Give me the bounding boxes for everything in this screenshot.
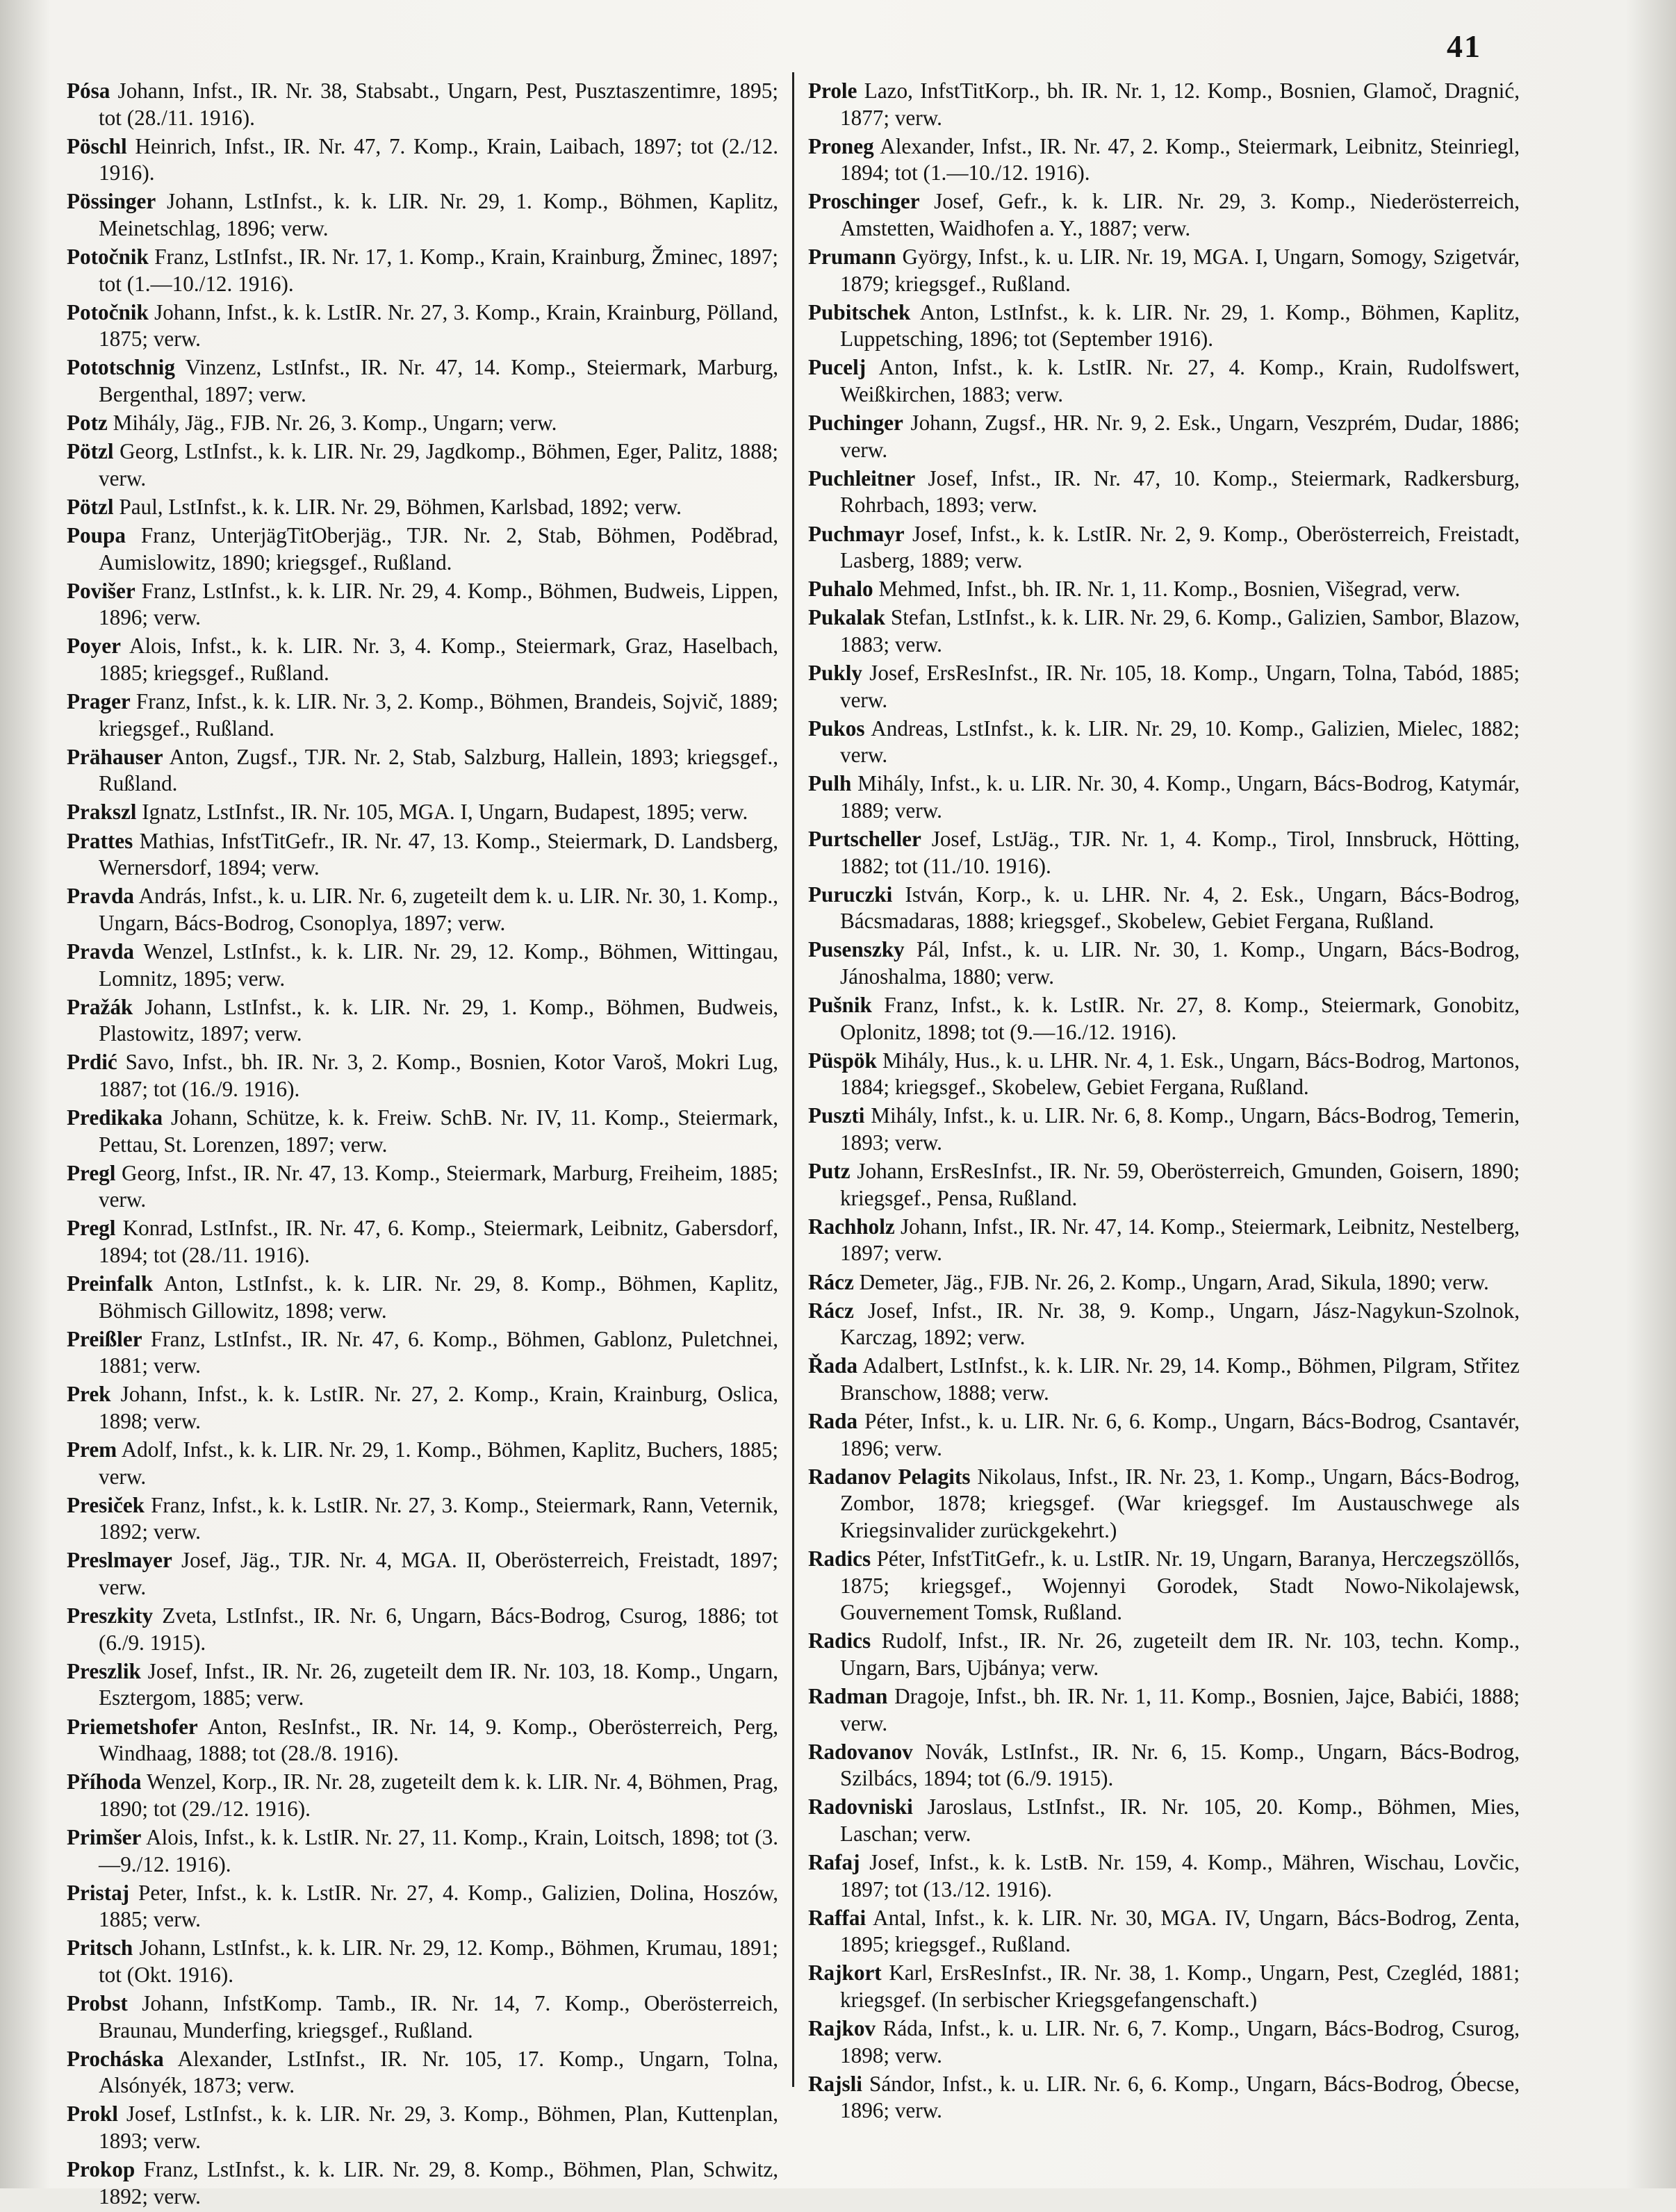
entry-details: Josef, LstInfst., k. k. LIR. Nr. 29, 3. Komp., Böhmen, Plan, Kuttenplan, 1893; verw. (99, 2102, 778, 2153)
entry-surname: Probst (67, 1990, 128, 2015)
roster-entry (808, 1048, 1520, 1101)
entry-surname: Pregl (67, 1216, 116, 1241)
entry-details: György, Infst., k. u. LIR. Nr. 19, MGA. I, Ungarn, Somogy, Szigetvár, 1879; kriegsgef., Rußland. (840, 245, 1520, 296)
entry-surname: Radovniski (808, 1794, 913, 1819)
roster-entry (808, 1849, 1520, 1903)
entry-details: Johann, LstInfst., k. k. LIR. Nr. 29, 1. Komp., Böhmen, Budweis, Plastowitz, 1897; verw. (99, 994, 778, 1046)
entry-surname: Putz (808, 1159, 851, 1184)
roster-entry (808, 882, 1520, 935)
entry-surname: Presiček (67, 1492, 145, 1517)
roster-entry (808, 188, 1520, 242)
entry-details: Johann, InfstKomp. Tamb., IR. Nr. 14, 7. Komp., Oberösterreich, Braunau, Munderfing, kriegsgef., Rußland. (99, 1990, 778, 2042)
entry-surname: Potz (67, 411, 108, 436)
roster-entry (808, 465, 1520, 519)
roster-entry (808, 936, 1520, 990)
entry-details: Mihály, Jäg., FJB. Nr. 26, 3. Komp., Ungarn; verw. (107, 411, 557, 436)
entry-surname: Pregl (67, 1160, 116, 1185)
roster-entry (67, 994, 778, 1048)
roster-entry (67, 1105, 778, 1158)
entry-surname: Řada (808, 1353, 858, 1378)
entry-surname: Pristaj (67, 1880, 130, 1905)
entry-details: Adolf, Infst., k. k. LIR. Nr. 29, 1. Komp., Böhmen, Kaplitz, Buchers, 1885; verw. (99, 1437, 778, 1489)
roster-entry (808, 604, 1520, 658)
roster-entry (67, 2156, 778, 2210)
entry-surname: Primšer (67, 1824, 142, 1849)
entry-surname: Radics (808, 1628, 871, 1653)
entry-details: Josef, LstJäg., TJR. Nr. 1, 4. Komp., Tirol, Innsbruck, Hötting, 1882; tot (11./10. 1916). (840, 827, 1520, 878)
entry-details: Mihály, Infst., k. u. LIR. Nr. 6, 8. Komp., Ungarn, Bács-Bodrog, Temerin, 1893; verw. (840, 1103, 1520, 1155)
roster-entry (67, 1492, 778, 1546)
roster-entry (67, 244, 778, 297)
roster-entry (808, 299, 1520, 353)
roster-entry (67, 744, 778, 798)
entry-surname: Raffai (808, 1905, 866, 1930)
roster-entry (67, 1658, 778, 1712)
entry-details: Anton, Infst., k. k. LstIR. Nr. 27, 4. Komp., Krain, Rudolfswert, Weißkirchen, 1883; verw. (840, 355, 1520, 407)
entry-surname: Radics (808, 1546, 871, 1571)
entry-details: Savo, Infst., bh. IR. Nr. 3, 2. Komp., Bosnien, Kotor Varoš, Mokri Lug, 1887; tot (16./9. 1916). (99, 1050, 778, 1101)
entry-details: Franz, LstInfst., IR. Nr. 47, 6. Komp., Böhmen, Gablonz, Puletchnei, 1881; verw. (99, 1326, 778, 1378)
entry-details: Alois, Infst., k. k. LstIR. Nr. 27, 11. Komp., Krain, Loitsch, 1898; tot (3.—9./12. 1916). (99, 1824, 778, 1876)
roster-entry (808, 2071, 1520, 2124)
roster-entry (808, 1960, 1520, 2013)
roster-entry (67, 1215, 778, 1269)
page-number: 41 (1447, 28, 1481, 64)
entry-surname: Preslmayer (67, 1548, 172, 1573)
roster-entry (808, 1739, 1520, 1792)
roster-entry (67, 410, 778, 437)
entry-surname: Pravda (67, 884, 135, 909)
entry-details: Anton, Zugsf., TJR. Nr. 2, Stab, Salzburg, Hallein, 1893; kriegsgef., Rußland. (99, 744, 778, 796)
entry-details: Ignatz, LstInfst., IR. Nr. 105, MGA. I, Ungarn, Budapest, 1895; verw. (136, 800, 748, 825)
entry-surname: Prakszl (67, 800, 137, 825)
entry-surname: Preißler (67, 1326, 142, 1351)
entry-details: Péter, InfstTitGefr., k. u. LstIR. Nr. 19, Ungarn, Baranya, Herczegszöllős, 1875; kriegsgef., Wojennyi Gorodek, Stadt Nowo-Nikolajewsk, Gouvernement Tomsk, Rußland. (840, 1546, 1520, 1625)
roster-entry (67, 1271, 778, 1324)
entry-details: Johann, Schütze, k. k. Freiw. SchB. Nr. IV, 11. Komp., Steiermark, Pettau, St. Lorenzen, 1897; verw. (99, 1105, 778, 1157)
entry-surname: Pukly (808, 660, 862, 685)
entry-surname: Pritsch (67, 1936, 133, 1961)
entry-surname: Poyer (67, 634, 121, 659)
entry-surname: Pusenszky (808, 937, 905, 962)
entry-surname: Prähauser (67, 744, 163, 769)
roster-entry (67, 2101, 778, 2154)
entry-surname: Prattes (67, 828, 133, 853)
entry-details: Heinrich, Infst., IR. Nr. 47, 7. Komp., Krain, Laibach, 1897; tot (2./12. 1916). (99, 133, 778, 185)
entry-details: Antal, Infst., k. k. LIR. Nr. 30, MGA. IV, Ungarn, Bács-Bodrog, Zenta, 1895; kriegsgef., Rußland. (840, 1905, 1520, 1957)
roster-entry (67, 1326, 778, 1380)
entry-details: Josef, Jäg., TJR. Nr. 4, MGA. II, Oberösterreich, Freistadt, 1897; verw. (99, 1548, 778, 1600)
entry-details: Josef, Infst., k. k. LstIR. Nr. 2, 9. Komp., Oberösterreich, Freistadt, Lasberg, 1889; verw. (840, 521, 1520, 573)
entry-details: Johann, Infst., IR. Nr. 38, Stabsabt., Ungarn, Pest, Pusztaszentimre, 1895; tot (28./11. 1916). (99, 79, 778, 130)
roster-entry (808, 1269, 1520, 1296)
entry-surname: Preszkity (67, 1603, 154, 1628)
roster-entry (67, 78, 778, 131)
entry-details: Anton, ResInfst., IR. Nr. 14, 9. Komp., Oberösterreich, Perg, Windhaag, 1888; tot (28./8. 1916). (99, 1714, 778, 1766)
entry-surname: Predikaka (67, 1105, 163, 1130)
entry-details: Zveta, LstInfst., IR. Nr. 6, Ungarn, Bács-Bodrog, Csurog, 1886; tot (6./9. 1915). (99, 1603, 778, 1655)
roster-entry (67, 1935, 778, 1988)
roster-entry (808, 1794, 1520, 1847)
entry-details: Anton, LstInfst., k. k. LIR. Nr. 29, 8. Komp., Böhmen, Kaplitz, Böhmisch Gillowitz, 1898; verw. (99, 1271, 778, 1323)
entry-surname: Prumann (808, 245, 896, 270)
entry-details: Stefan, LstInfst., k. k. LIR. Nr. 29, 6. Komp., Galizien, Sambor, Blazow, 1883; verw. (840, 605, 1520, 657)
entry-surname: Rácz (808, 1269, 854, 1294)
entry-details: Franz, LstInfst., IR. Nr. 17, 1. Komp., Krain, Krainburg, Žminec, 1897; tot (1.—10./12. 1916). (99, 245, 778, 296)
roster-entry (67, 1547, 778, 1601)
roster-entry (67, 1880, 778, 1933)
entry-surname: Proneg (808, 133, 874, 158)
roster-entry (67, 1714, 778, 1767)
entry-details: Ráda, Infst., k. u. LIR. Nr. 6, 7. Komp., Ungarn, Bács-Bodrog, Csurog, 1898; verw. (840, 2016, 1520, 2067)
roster-entry (808, 992, 1520, 1046)
entry-details: Novák, LstInfst., IR. Nr. 6, 15. Komp., Ungarn, Bács-Bodrog, Szilbács, 1894; tot (6./9. 1915). (840, 1739, 1520, 1791)
roster-entry (67, 1769, 778, 1822)
roster-entry (808, 1905, 1520, 1958)
entry-details: Franz, Infst., k. k. LstIR. Nr. 27, 8. Komp., Steiermark, Gonobitz, Oplonitz, 1898; tot (9.—16./12. 1916). (840, 993, 1520, 1044)
entry-surname: Pucelj (808, 355, 866, 380)
roster-entry (67, 633, 778, 686)
column-divider (792, 72, 794, 2087)
left-column (67, 78, 778, 2212)
entry-details: Alois, Infst., k. k. LIR. Nr. 3, 4. Komp., Steiermark, Graz, Haselbach, 1885; kriegsgef., Rußland. (99, 634, 778, 685)
entry-details: Mathias, InfstTitGefr., IR. Nr. 47, 13. Komp., Steiermark, D. Landsberg, Wernersdorf, 1894; verw. (99, 828, 778, 880)
roster-entry (67, 1824, 778, 1878)
entry-surname: Prokl (67, 2102, 118, 2127)
entry-details: Franz, Infst., k. k. LIR. Nr. 3, 2. Komp., Böhmen, Brandeis, Sojvič, 1889; kriegsgef., Rußland. (99, 689, 778, 741)
roster-entry (808, 521, 1520, 575)
entry-details: Adalbert, LstInfst., k. k. LIR. Nr. 29, 14. Komp., Böhmen, Pilgram, Střitez Branschow, 1888; verw. (840, 1353, 1520, 1405)
entry-details: Johann, Infst., k. k. LstIR. Nr. 27, 3. Komp., Krain, Krainburg, Pölland, 1875; verw. (99, 299, 778, 352)
entry-details: Alexander, LstInfst., IR. Nr. 105, 17. Komp., Ungarn, Tolna, Alsónyék, 1873; verw. (99, 2046, 778, 2098)
entry-surname: Puszti (808, 1103, 865, 1128)
roster-entry (808, 1298, 1520, 1351)
entry-surname: Radovanov (808, 1739, 913, 1764)
entry-surname: Příhoda (67, 1769, 142, 1794)
roster-entry (808, 826, 1520, 880)
roster-entry (808, 410, 1520, 463)
roster-entry (808, 1464, 1520, 1544)
entry-details: Georg, LstInfst., k. k. LIR. Nr. 29, Jagdkomp., Böhmen, Eger, Palitz, 1888; verw. (99, 439, 778, 490)
entry-details: Konrad, LstInfst., IR. Nr. 47, 6. Komp., Steiermark, Leibnitz, Gabersdorf, 1894; tot (28./11. 1916). (99, 1216, 778, 1267)
roster-entry (808, 1546, 1520, 1626)
roster-entry (67, 188, 778, 242)
entry-surname: Prokop (67, 2157, 135, 2182)
entry-details: Rudolf, Infst., IR. Nr. 26, zugeteilt dem IR. Nr. 103, techn. Komp., Ungarn, Bars, Ujbánya; verw. (840, 1628, 1520, 1680)
entry-surname: Povišer (67, 578, 135, 603)
entry-surname: Purtscheller (808, 827, 921, 852)
entry-details: Mehmed, Infst., bh. IR. Nr. 1, 11. Komp., Bosnien, Višegrad, verw. (873, 577, 1461, 602)
roster-entry (808, 770, 1520, 824)
entry-details: Andreas, LstInfst., k. k. LIR. Nr. 29, 10. Komp., Galizien, Mielec, 1882; verw. (840, 716, 1520, 768)
roster-entry (808, 1103, 1520, 1156)
entry-details: András, Infst., k. u. LIR. Nr. 6, zugeteilt dem k. u. LIR. Nr. 30, 1. Komp., Ungarn, Bács-Bodrog, Csonoplya, 1897; verw. (99, 884, 778, 935)
roster-entry (808, 244, 1520, 297)
entry-details: Jaroslaus, LstInfst., IR. Nr. 105, 20. Komp., Böhmen, Mies, Laschan; verw. (840, 1794, 1520, 1846)
entry-surname: Potočnik (67, 299, 149, 324)
entry-surname: Pulh (808, 771, 852, 796)
entry-surname: Puchinger (808, 411, 903, 436)
roster-entry (808, 354, 1520, 408)
entry-surname: Puhalo (808, 577, 873, 602)
entry-details: Anton, LstInfst., k. k. LIR. Nr. 29, 1. Komp., Böhmen, Kaplitz, Luppetsching, 1896; tot (September 1916). (840, 299, 1520, 352)
roster-entry (808, 133, 1520, 187)
entry-surname: Procháska (67, 2046, 164, 2071)
entry-surname: Pukos (808, 716, 865, 741)
roster-entry (808, 576, 1520, 603)
entry-surname: Pušnik (808, 993, 872, 1018)
entry-surname: Pražák (67, 994, 133, 1019)
entry-surname: Pototschnig (67, 355, 175, 380)
entry-details: Franz, UnterjägTitOberjäg., TJR. Nr. 2, Stab, Böhmen, Poděbrad, Aumislowitz, 1890; kriegsgef., Rußland. (99, 523, 778, 575)
entry-details: István, Korp., k. u. LHR. Nr. 4, 2. Esk., Ungarn, Bács-Bodrog, Bácsmadaras, 1888; kriegsgef., Skobelew, Gebiet Fergana, Rußland. (840, 882, 1520, 934)
entry-details: Dragoje, Infst., bh. IR. Nr. 1, 11. Komp., Bosnien, Jajce, Babići, 1888; verw. (840, 1683, 1520, 1735)
entry-details: Péter, Infst., k. u. LIR. Nr. 6, 6. Komp., Ungarn, Bács-Bodrog, Csantavér, 1896; verw. (840, 1409, 1520, 1460)
entry-surname: Puchleitner (808, 465, 916, 490)
roster-entry (67, 1990, 778, 2044)
entry-details: Josef, ErsResInfst., IR. Nr. 105, 18. Komp., Ungarn, Tolna, Tabód, 1885; verw. (840, 660, 1520, 712)
roster-entry (808, 716, 1520, 769)
roster-entry (67, 799, 778, 826)
roster-entry (67, 299, 778, 353)
entry-surname: Rajkov (808, 2016, 876, 2041)
entry-details: Georg, Infst., IR. Nr. 47, 13. Komp., Steiermark, Marburg, Freiheim, 1885; verw. (99, 1160, 778, 1212)
entry-details: Johann, ErsResInfst., IR. Nr. 59, Oberösterreich, Gmunden, Goisern, 1890; kriegsgef., Pensa, Rußland. (840, 1159, 1520, 1210)
roster-entry (67, 688, 778, 742)
entry-details: Johann, LstInfst., k. k. LIR. Nr. 29, 12. Komp., Böhmen, Krumau, 1891; tot (Okt. 1916). (99, 1936, 778, 1987)
entry-surname: Preszlik (67, 1658, 141, 1683)
entry-details: Demeter, Jäg., FJB. Nr. 26, 2. Komp., Ungarn, Arad, Sikula, 1890; verw. (853, 1269, 1489, 1294)
roster-entry (67, 494, 778, 521)
entry-surname: Pöschl (67, 133, 127, 158)
roster-entry (67, 133, 778, 187)
roster-entry (67, 1381, 778, 1435)
entry-surname: Prem (67, 1437, 117, 1462)
roster-entry (808, 1353, 1520, 1406)
entry-surname: Rachholz (808, 1214, 895, 1239)
entry-surname: Rafaj (808, 1850, 860, 1874)
entry-details: Nikolaus, Infst., IR. Nr. 23, 1. Komp., Ungarn, Bács-Bodrog, Zombor, 1878; kriegsgef. (War kriegsgef. Im Austauschwege als Kriegsinvalider zurückgekehrt.) (840, 1464, 1520, 1542)
roster-entry (808, 78, 1520, 131)
roster-entry (67, 578, 778, 632)
entry-surname: Puchmayr (808, 521, 905, 546)
entry-details: Franz, Infst., k. k. LstIR. Nr. 27, 3. Komp., Steiermark, Rann, Veternik, 1892; verw. (99, 1492, 778, 1544)
entry-surname: Pravda (67, 939, 135, 964)
roster-entry (67, 1603, 778, 1656)
entry-surname: Preinfalk (67, 1271, 154, 1296)
roster-entry (67, 2046, 778, 2099)
entry-details: Vinzenz, LstInfst., IR. Nr. 47, 14. Komp., Steiermark, Marburg, Bergenthal, 1897; verw. (99, 355, 778, 407)
entry-surname: Rajkort (808, 1961, 882, 1986)
entry-details: Johann, Infst., k. k. LstIR. Nr. 27, 2. Komp., Krain, Krainburg, Oslica, 1898; verw. (99, 1382, 778, 1433)
roster-entry (67, 354, 778, 408)
entry-surname: Rajsli (808, 2071, 862, 2096)
entry-surname: Pubitschek (808, 299, 911, 324)
roster-entry (67, 522, 778, 576)
entry-details: Wenzel, LstInfst., k. k. LIR. Nr. 29, 12. Komp., Böhmen, Wittingau, Lomnitz, 1895; verw. (99, 939, 778, 991)
entry-surname: Poupa (67, 523, 126, 547)
entry-details: Lazo, InfstTitKorp., bh. IR. Nr. 1, 12. Komp., Bosnien, Glamoč, Dragnić, 1877; verw. (840, 79, 1520, 130)
entry-details: Josef, Infst., IR. Nr. 26, zugeteilt dem IR. Nr. 103, 18. Komp., Ungarn, Esztergom, 1885; verw. (99, 1658, 778, 1710)
entry-details: Johann, Infst., IR. Nr. 47, 14. Komp., Steiermark, Leibnitz, Nestelberg, 1897; verw. (840, 1214, 1520, 1266)
entry-surname: Radanov Pelagits (808, 1464, 971, 1489)
entry-surname: Pukalak (808, 605, 885, 630)
roster-entry (67, 1049, 778, 1103)
entry-details: Alexander, Infst., IR. Nr. 47, 2. Komp., Steiermark, Leibnitz, Steinriegl, 1894; tot (1.—10./12. 1916). (840, 133, 1520, 185)
entry-details: Wenzel, Korp., IR. Nr. 28, zugeteilt dem k. k. LIR. Nr. 4, Böhmen, Prag, 1890; tot (29./12. 1916). (99, 1769, 778, 1821)
entry-details: Peter, Infst., k. k. LstIR. Nr. 27, 4. Komp., Galizien, Dolina, Hoszów, 1885; verw. (99, 1880, 778, 1932)
entry-details: Mihály, Infst., k. u. LIR. Nr. 30, 4. Komp., Ungarn, Bács-Bodrog, Katymár, 1889; verw. (840, 771, 1520, 823)
roster-entry (808, 1408, 1520, 1462)
entry-details: Mihály, Hus., k. u. LHR. Nr. 4, 1. Esk., Ungarn, Bács-Bodrog, Martonos, 1884; kriegsgef., Skobelew, Gebiet Fergana, Rußland. (840, 1048, 1520, 1100)
roster-entry (808, 1628, 1520, 1681)
entry-surname: Rada (808, 1409, 858, 1433)
entry-details: Karl, ErsResInfst., IR. Nr. 38, 1. Komp., Ungarn, Pest, Czegléd, 1881; kriegsgef. (In serbischer Kriegsgefangenschaft.) (840, 1961, 1520, 2012)
entry-surname: Rácz (808, 1298, 854, 1323)
roster-entry (808, 1158, 1520, 1212)
entry-details: Johann, LstInfst., k. k. LIR. Nr. 29, 1. Komp., Böhmen, Kaplitz, Meinetschlag, 1896; verw. (99, 189, 778, 240)
entry-surname: Pössinger (67, 189, 156, 214)
entry-details: Josef, Gefr., k. k. LIR. Nr. 29, 3. Komp., Niederösterreich, Amstetten, Waidhofen a. Y., 1887; verw. (840, 189, 1520, 240)
roster-entry (67, 828, 778, 882)
roster-entry (67, 438, 778, 492)
entry-details: Josef, Infst., IR. Nr. 47, 10. Komp., Steiermark, Radkersburg, Rohrbach, 1893; verw. (840, 465, 1520, 518)
entry-surname: Radman (808, 1683, 888, 1708)
entry-surname: Prole (808, 79, 857, 103)
entry-surname: Pötzl (67, 494, 114, 519)
roster-entry (808, 1214, 1520, 1267)
roster-entry (808, 1683, 1520, 1737)
roster-entry (808, 660, 1520, 713)
entry-surname: Prek (67, 1382, 111, 1407)
entry-details: Johann, Zugsf., HR. Nr. 9, 2. Esk., Ungarn, Veszprém, Dudar, 1886; verw. (840, 411, 1520, 462)
roster-entry (67, 939, 778, 992)
entry-details: Sándor, Infst., k. u. LIR. Nr. 6, 6. Komp., Ungarn, Bács-Bodrog, Óbecse, 1896; verw. (840, 2071, 1520, 2123)
entry-surname: Pósa (67, 79, 110, 103)
entry-surname: Prager (67, 689, 131, 714)
entry-surname: Potočnik (67, 245, 149, 270)
entry-details: Franz, LstInfst., k. k. LIR. Nr. 29, 4. Komp., Böhmen, Budweis, Lippen, 1896; verw. (99, 578, 778, 630)
entry-details: Josef, Infst., IR. Nr. 38, 9. Komp., Ungarn, Jász-Nagykun-Szolnok, Karczag, 1892; verw. (840, 1298, 1520, 1350)
entry-details: Pál, Infst., k. u. LIR. Nr. 30, 1. Komp., Ungarn, Bács-Bodrog, Jánoshalma, 1880; verw. (840, 937, 1520, 989)
entry-surname: Priemetshofer (67, 1714, 198, 1739)
entry-details: Franz, LstInfst., k. k. LIR. Nr. 29, 8. Komp., Böhmen, Plan, Schwitz, 1892; verw. (99, 2157, 778, 2209)
entry-surname: Puruczki (808, 882, 893, 907)
roster-entry (67, 1437, 778, 1490)
entry-details: Paul, LstInfst., k. k. LIR. Nr. 29, Böhmen, Karlsbad, 1892; verw. (113, 494, 682, 519)
roster-entry (67, 883, 778, 936)
right-column (808, 78, 1520, 2126)
roster-entry (808, 2015, 1520, 2069)
entry-surname: Proschinger (808, 189, 920, 214)
roster-entry (67, 1160, 778, 1214)
entry-surname: Püspök (808, 1048, 877, 1073)
entry-surname: Prdić (67, 1050, 117, 1075)
entry-surname: Pötzl (67, 439, 114, 464)
entry-details: Josef, Infst., k. k. LstB. Nr. 159, 4. Komp., Mähren, Wischau, Lovčic, 1897; tot (13./12. 1916). (840, 1850, 1520, 1901)
